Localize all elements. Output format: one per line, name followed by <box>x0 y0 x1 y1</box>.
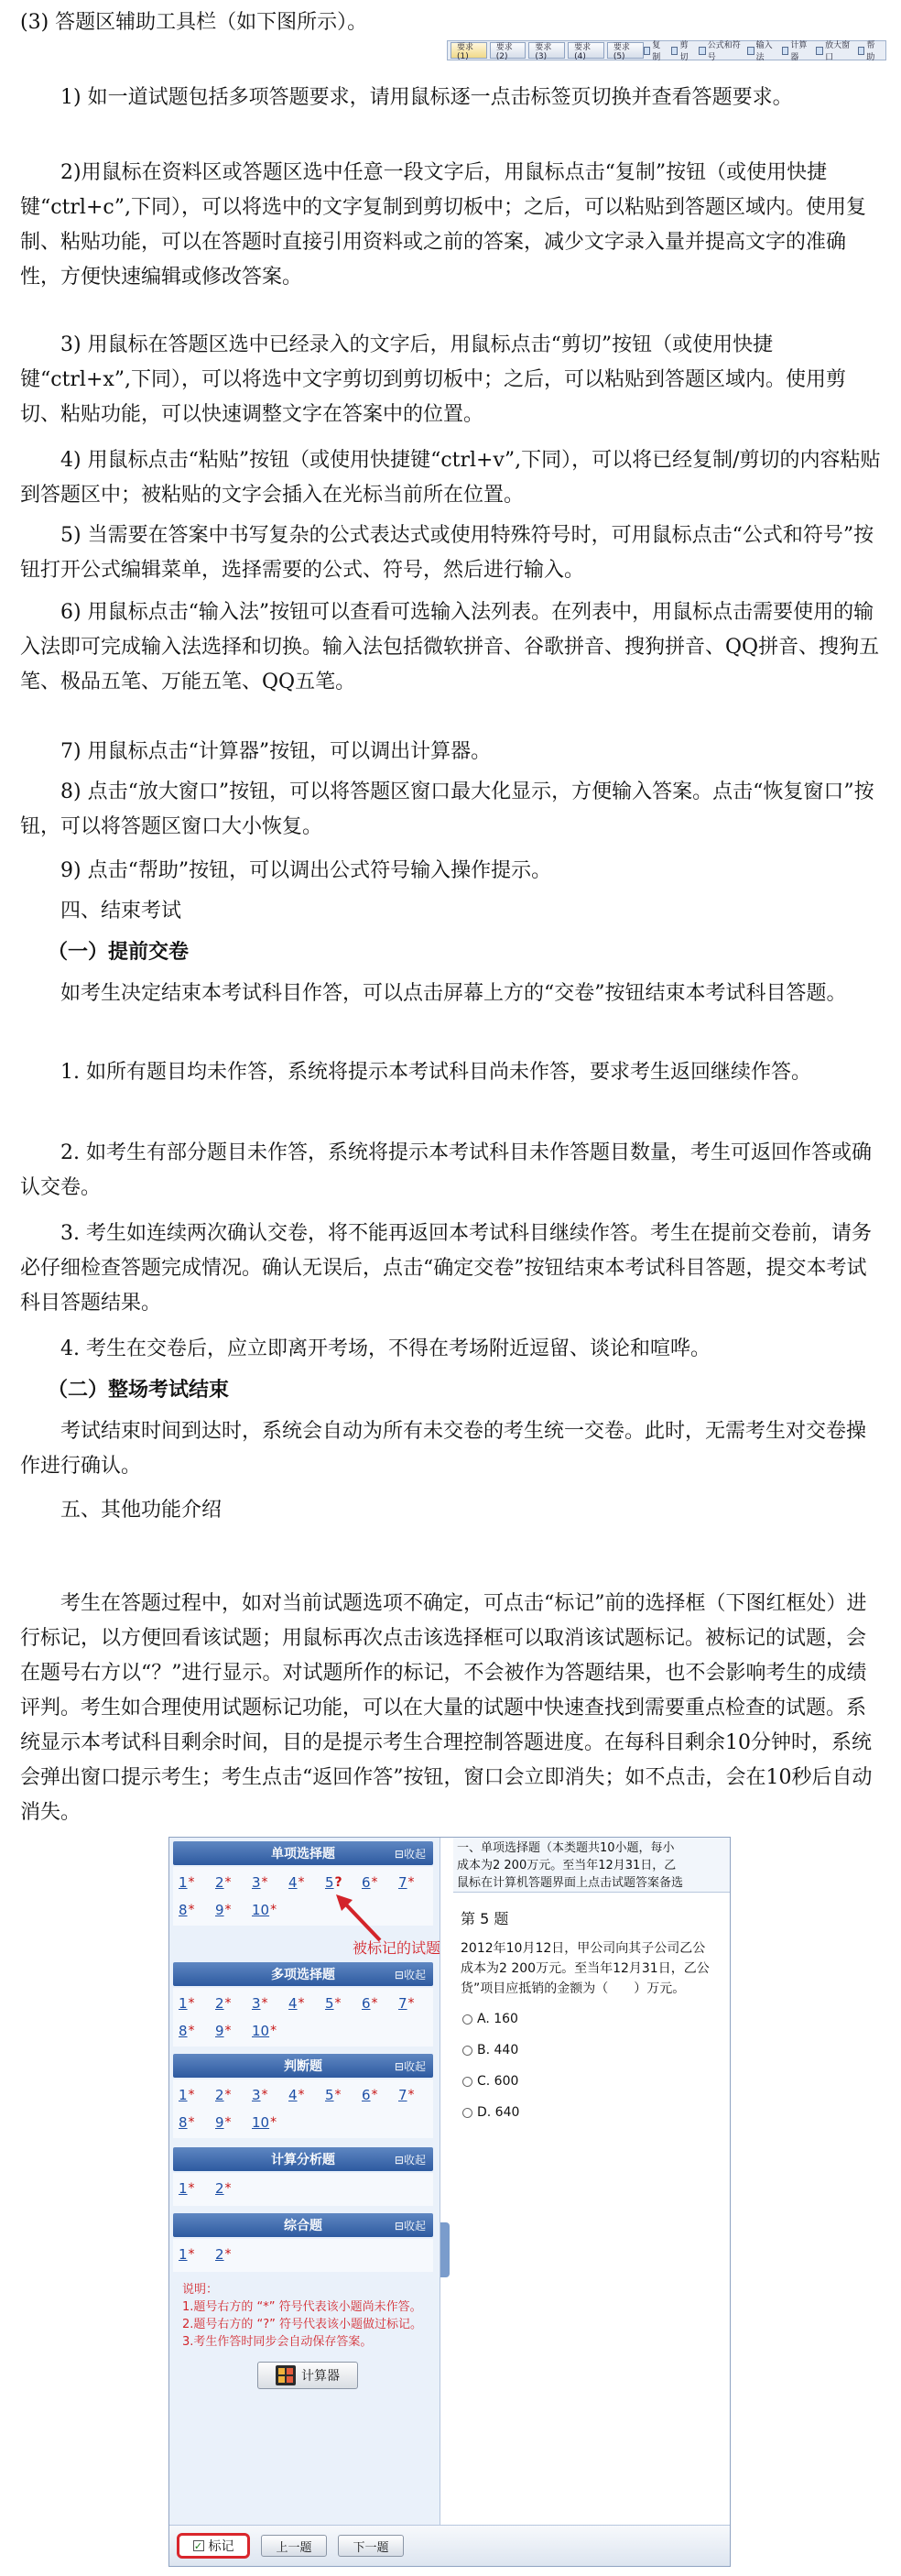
input-method-label: 输入法 <box>755 41 773 62</box>
section-title: 计算分析题 <box>271 2153 335 2167</box>
radio-icon[interactable] <box>462 2108 472 2118</box>
option-label: C. 600 <box>477 2074 519 2089</box>
question-number[interactable]: 2 * <box>215 1874 232 1891</box>
help-label: 帮助 <box>866 41 875 62</box>
section-comprehensive[interactable] <box>173 2213 433 2237</box>
note-line: 2.题号右方的 “?” 符号代表该小题做过标记。 <box>182 2318 423 2331</box>
question-number[interactable]: 8 * <box>179 1902 195 1918</box>
note-line: 说明： <box>182 2283 219 2297</box>
section-true-false[interactable] <box>173 2054 433 2078</box>
toolbar-tab-1[interactable]: 要求(1) <box>450 42 487 59</box>
header-line: 鼠标在计算机答题界面上点击试题答案备选 <box>457 1876 684 1890</box>
question-number[interactable]: 1 * <box>179 2180 195 2197</box>
question-number[interactable]: 4 * <box>288 1874 305 1891</box>
cut-label: 剪切 <box>679 41 689 62</box>
collapse-toggle[interactable]: ⊟收起 <box>394 2060 426 2073</box>
stem-line: 成本为2 200万元。至当年12月31日，乙公 <box>461 1961 710 1976</box>
help-icon <box>858 47 865 55</box>
question-area <box>453 1838 730 2566</box>
question-number[interactable]: 8 * <box>179 2114 195 2131</box>
section-multi-choice[interactable] <box>173 1962 433 1986</box>
question-number[interactable]: 5 * <box>325 1995 342 2012</box>
note-line: 3.考生作答时同步会自动保存答案。 <box>182 2335 373 2349</box>
calculator-icon <box>276 2365 296 2385</box>
radio-icon[interactable] <box>462 2014 472 2025</box>
section-single-choice[interactable] <box>173 1841 433 1865</box>
question-number[interactable]: 1 * <box>179 2246 195 2263</box>
collapse-label: 收起 <box>403 2060 426 2073</box>
para-3: 3) 用鼠标在答题区选中已经录入的文字后，用鼠标点击“剪切”按钮（或使用快捷键“ctrl+x”,下同），可以将选中文字剪切到剪切板中；之后，可以粘贴到答题区域内。使用剪切、粘贴功能，可以快速调整文字在答案中的位置。 <box>20 333 847 426</box>
legend-notes <box>182 2281 429 2351</box>
question-number[interactable]: 6 * <box>362 1874 378 1891</box>
toolbar-tab-4[interactable]: 要求(4) <box>568 42 604 59</box>
question-number[interactable]: 10 * <box>252 2114 277 2131</box>
option-label: A. 160 <box>477 2012 518 2026</box>
question-number[interactable]: 4 * <box>288 2087 305 2103</box>
section-instruction-header <box>453 1838 730 1893</box>
para-10: 如考生决定结束本考试科目作答，可以点击屏幕上方的“交卷”按钮结束本考试科目答题。 <box>60 982 847 1005</box>
question-number[interactable]: 6 * <box>362 2087 378 2103</box>
answer-toolbar <box>447 40 886 60</box>
question-stem <box>461 1938 730 1999</box>
section-body-multi <box>173 1988 433 2047</box>
question-number[interactable]: 7 * <box>398 1995 415 2012</box>
calculator-launch-button[interactable] <box>257 2362 358 2389</box>
toolbar-tab-3[interactable]: 要求(3) <box>528 42 565 59</box>
option-label: D. 640 <box>477 2105 520 2120</box>
question-number[interactable]: 1 * <box>179 1995 195 2012</box>
stem-line: 货”项目应抵销的金额为（ ）万元。 <box>461 1981 686 1996</box>
flagged-annotation-label: 被标记的试题 <box>353 1939 441 1957</box>
collapse-toggle[interactable]: ⊟收起 <box>394 1848 426 1861</box>
para-5: 5) 当需要在答案中书写复杂的公式表达式或使用特殊符号时，可用鼠标点击“公式和符号”按钮打开公式编辑菜单，选择需要的公式、符号，然后进行输入。 <box>20 524 874 582</box>
collapse-label: 收起 <box>403 1969 426 1981</box>
cut-icon <box>671 47 678 55</box>
question-number[interactable]: 3 * <box>252 2087 268 2103</box>
flagged-question-number[interactable]: 5 ? <box>325 1874 342 1891</box>
maximize-button[interactable] <box>816 38 852 62</box>
question-number[interactable]: 7 * <box>398 1874 415 1891</box>
para-2: 2)用鼠标在资料区或答题区选中任意一段文字后，用鼠标点击“复制”按钮（或使用快捷键“ctrl+c”,下同），可以将选中的文字复制到剪切板中；之后，可以粘贴到答题区域内。使用复制、粘贴功能，可以在答题时直接引用资料或之前的答案，减少文字录入量并提高文字的准确性，方便快速编辑或修改答案。 <box>20 161 866 289</box>
option-label: B. 440 <box>477 2043 519 2058</box>
checkbox-icon[interactable]: ✓ <box>193 2540 203 2552</box>
section-body-calc <box>173 2173 433 2206</box>
option-d[interactable] <box>462 2105 519 2120</box>
question-number[interactable]: 2 * <box>215 1995 232 2012</box>
question-nav-panel <box>169 1838 440 2566</box>
collapse-toggle[interactable]: ⊟收起 <box>394 1969 426 1981</box>
para-8: 8) 点击“放大窗口”按钮，可以将答题区窗口最大化显示，方便输入答案。点击“恢复窗口”按钮，可以将答题区窗口大小恢复。 <box>20 780 874 838</box>
section-body-comp <box>173 2239 433 2272</box>
calculator-icon <box>782 47 789 55</box>
mark-checkbox-button[interactable] <box>177 2533 250 2559</box>
heading-other-functions: 五、其他功能介绍 <box>60 1499 223 1522</box>
question-number[interactable]: 2 * <box>215 2087 232 2103</box>
para-9: 9) 点击“帮助”按钮，可以调出公式符号输入操作提示。 <box>60 859 552 882</box>
question-number[interactable]: 3 * <box>252 1874 268 1891</box>
question-number[interactable]: 10 * <box>252 2023 277 2039</box>
para-toolbar-intro: (3) 答题区辅助工具栏（如下图所示）。 <box>20 11 368 34</box>
para-6: 6) 用鼠标点击“输入法”按钮可以查看可选输入法列表。在列表中，用鼠标点击需要使用的输入法即可完成输入法选择和切换。输入法包括微软拼音、谷歌拼音、搜狗拼音、QQ拼音、搜狗五笔、极品五笔、万能五笔、QQ五笔。 <box>20 601 880 693</box>
question-number[interactable]: 1 * <box>179 1874 195 1891</box>
exam-interface-screenshot <box>168 1837 731 2567</box>
question-number[interactable]: 8 * <box>179 2023 195 2039</box>
para-7: 7) 用鼠标点击“计算器”按钮，可以调出计算器。 <box>60 740 492 763</box>
section-calculation-analysis[interactable] <box>173 2147 433 2171</box>
para-1: 1) 如一道试题包括多项答题要求，请用鼠标逐一点击标签页切换并查看答题要求。 <box>60 86 793 109</box>
copy-icon <box>644 47 651 55</box>
stem-line: 2012年10月12日，甲公司向其子公司乙公 <box>461 1941 706 1956</box>
para-15: 考试结束时间到达时，系统会自动为所有未交卷的考生统一交卷。此时，无需考生对交卷操作进行确认。 <box>20 1420 867 1478</box>
maximize-label: 放大窗口 <box>825 41 851 62</box>
help-button[interactable] <box>858 38 880 62</box>
question-title: 第 5 题 <box>461 1910 509 1927</box>
collapse-label: 收起 <box>403 2154 426 2167</box>
option-c[interactable] <box>462 2074 518 2089</box>
input-method-button[interactable] <box>747 38 776 62</box>
option-a[interactable] <box>462 2012 518 2026</box>
section-title: 综合题 <box>284 2219 322 2233</box>
formula-icon <box>699 47 706 55</box>
question-number[interactable]: 2 * <box>215 2180 232 2197</box>
section-title: 多项选择题 <box>271 1968 335 1982</box>
formula-label: 公式和符号 <box>707 41 741 62</box>
radio-icon[interactable] <box>462 2077 472 2087</box>
toolbar-tab-2[interactable]: 要求(2) <box>490 42 526 59</box>
para-12: 2. 如考生有部分题目未作答，系统将提示本考试科目未作答题目数量，考生可返回作答或确认交卷。 <box>20 1141 872 1199</box>
panel-resize-handle[interactable] <box>440 2222 450 2277</box>
collapse-toggle[interactable]: ⊟收起 <box>394 2220 426 2232</box>
keyboard-icon <box>747 47 754 55</box>
cut-button[interactable] <box>671 38 693 62</box>
heading-exam-end: （二）整场考试结束 <box>48 1378 230 1402</box>
question-number[interactable]: 2 * <box>215 2246 232 2263</box>
formula-button[interactable] <box>699 38 742 62</box>
note-line: 1.题号右方的 “*” 符号代表该小题尚未作答。 <box>182 2300 422 2314</box>
previous-question-button[interactable]: 上一题 <box>261 2535 327 2557</box>
calculator-button[interactable] <box>782 38 811 62</box>
section-body-judge <box>173 2079 433 2138</box>
question-number[interactable]: 6 * <box>362 1995 378 2012</box>
question-footer-bar <box>169 2525 730 2566</box>
question-number[interactable]: 9 * <box>215 2114 232 2131</box>
collapse-label: 收起 <box>403 1848 426 1861</box>
question-number[interactable]: 1 * <box>179 2087 195 2103</box>
question-number[interactable]: 9 * <box>215 1902 232 1918</box>
header-line: 一、单项选择题（本类题共10小题，每小 <box>457 1841 675 1855</box>
copy-label: 复制 <box>652 41 661 62</box>
section-title: 判断题 <box>284 2059 322 2074</box>
collapse-label: 收起 <box>403 2220 426 2232</box>
heading-end-exam: 四、结束考试 <box>60 900 182 922</box>
maximize-icon <box>816 47 823 55</box>
section-body-single <box>173 1867 433 1926</box>
para-14: 4. 考生在交卷后，应立即离开考场，不得在考场附近逗留、谈论和喧哗。 <box>60 1337 711 1360</box>
question-number[interactable]: 3 * <box>252 1995 268 2012</box>
calculator-button-label: 计算器 <box>301 2369 340 2384</box>
question-number[interactable]: 10 * <box>252 1902 277 1918</box>
copy-button[interactable] <box>644 38 666 62</box>
question-number[interactable]: 5 * <box>325 2087 342 2103</box>
question-number[interactable]: 4 * <box>288 1995 305 2012</box>
header-line: 成本为2 200万元。至当年12月31日，乙 <box>457 1859 677 1872</box>
option-b[interactable] <box>462 2043 518 2058</box>
para-4: 4) 用鼠标点击“粘贴”按钮（或使用快捷键“ctrl+v”,下同），可以将已经复制/剪切的内容粘贴到答题区中；被粘贴的文字会插入在光标当前所在位置。 <box>20 449 881 507</box>
para-13: 3. 考生如连续两次确认交卷，将不能再返回本考试科目继续作答。考生在提前交卷前，请务必仔细检查答题完成情况。确认无误后，点击“确定交卷”按钮结束本考试科目答题，提交本考试科目答题结果。 <box>20 1222 872 1315</box>
mark-label: 标记 <box>208 2539 234 2554</box>
radio-icon[interactable] <box>462 2046 472 2056</box>
section-title: 单项选择题 <box>271 1847 335 1861</box>
collapse-toggle[interactable]: ⊟收起 <box>394 2154 426 2167</box>
para-11: 1. 如所有题目均未作答，系统将提示本考试科目尚未作答，要求考生返回继续作答。 <box>60 1061 811 1084</box>
question-number[interactable]: 7 * <box>398 2087 415 2103</box>
heading-early-submit: （一）提前交卷 <box>48 940 190 964</box>
question-number[interactable]: 9 * <box>215 2023 232 2039</box>
toolbar-tab-5[interactable]: 要求(5) <box>607 42 644 59</box>
next-question-button[interactable]: 下一题 <box>338 2535 404 2557</box>
calculator-label: 计算器 <box>790 41 808 62</box>
para-16: 考生在答题过程中，如对当前试题选项不确定，可点击“标记”前的选择框（下图红框处）进行标记，以方便回看该试题；用鼠标再次点击该选择框可以取消该试题标记。被标记的试题，会在题号右方以“？”进行显示。对试题所作的标记，不会被作为答题结果，也不会影响考生的成绩评判。考生如合理使用试题标记功能，可以在大量的试题中快速查找到需要重点检查的试题。系统显示本考试科目剩余时间，目的是提示考生合理控制答题进度。在每科目剩余10分钟时，系统会弹出窗口提示考生；考生点击“返回作答”按钮，窗口会立即消失；如不点击，会在10秒后自动消失。 <box>20 1592 873 1824</box>
